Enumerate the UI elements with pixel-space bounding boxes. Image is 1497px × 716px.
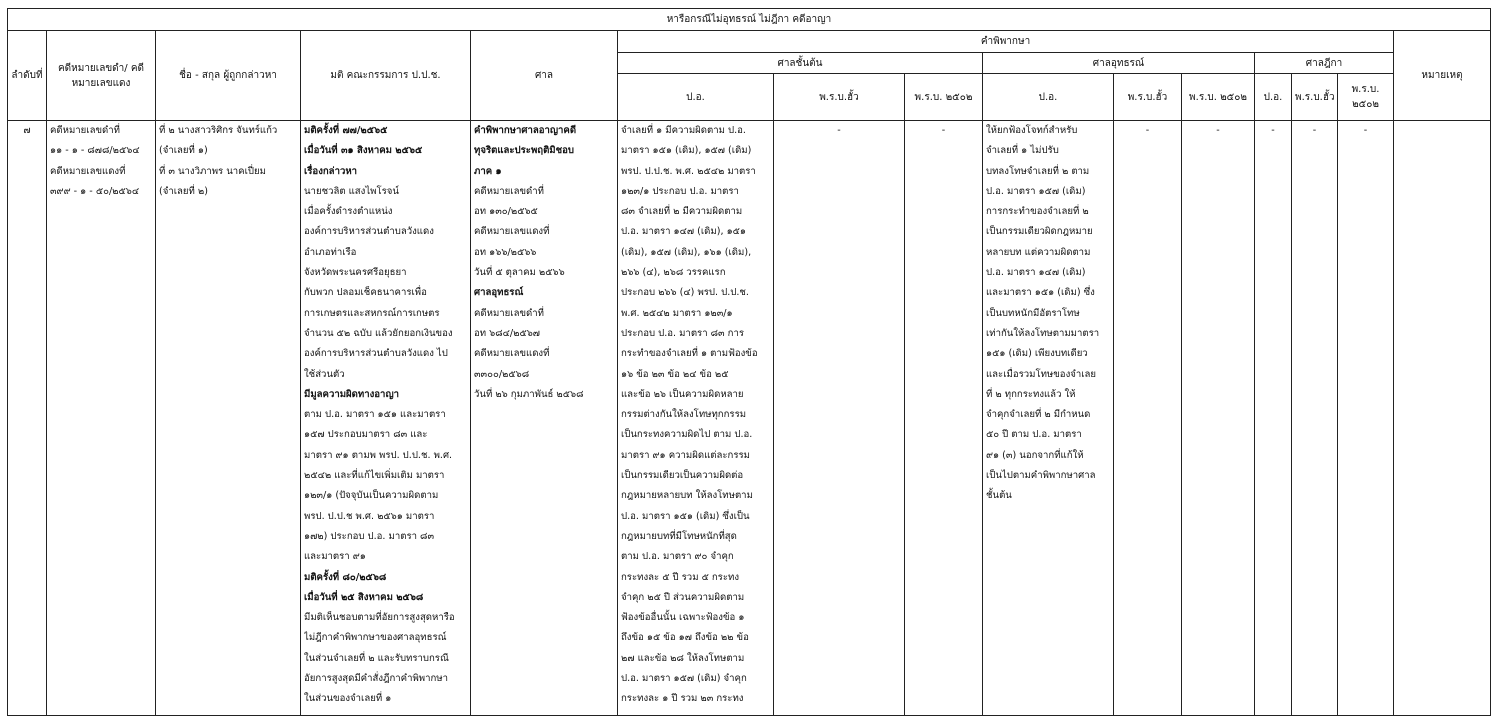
cell-supreme-po: -	[1255, 121, 1292, 716]
text-line: มีมติเห็นชอบตามที่อัยการสูงสุดหารือ	[304, 612, 455, 624]
header-name: ชื่อ - สกุล ผู้ถูกกล่าวหา	[156, 31, 301, 121]
text-line: กระทงละ ๕ ปี รวม ๕ กระทง	[621, 571, 740, 583]
header-appeal-2502: พ.ร.บ. ๒๕๐๒	[1182, 74, 1255, 121]
text-line: ตาม ป.อ. มาตรา ๑๕๑ และมาตรา	[304, 409, 446, 421]
text-line: เรื่องกล่าวหา	[304, 165, 358, 177]
text-line: เมื่อวันที่ ๒๕ สิงหาคม ๒๕๖๘	[304, 591, 424, 603]
text-line: เท่ากันให้ลงโทษตามมาตรา	[986, 327, 1100, 339]
cell-first-hua: -	[774, 121, 905, 716]
text-line: อท ๑๓๐/๒๕๖๕	[474, 206, 538, 218]
text-line: มติครั้งที่ ๗๗/๒๕๖๕	[304, 125, 388, 136]
text-line: ๑๒๓/๑ ประกอบ ป.อ. มาตรา	[621, 185, 739, 197]
text-line: ศาลอุทธรณ์	[474, 287, 524, 299]
cell-name	[156, 121, 301, 716]
text-line: พรป. ป.ป.ช. พ.ศ. ๒๕๔๒ มาตรา	[621, 165, 756, 177]
text-line: คดีหมายเลขแดงที่	[474, 348, 550, 360]
text-line: จำเลยที่ ๑ มีความผิดตาม ป.อ.	[621, 125, 746, 136]
text-line: มีมูลความผิดทางอาญา	[304, 388, 400, 400]
text-line: กระทำของจำเลยที่ ๑ ตามฟ้องข้อ	[621, 348, 758, 360]
text-line: ๕๐ ปี ตาม ป.อ. มาตรา	[986, 429, 1082, 441]
text-line: จังหวัดพระนครศรีอยุธยา	[304, 267, 407, 279]
text-line: วันที่ ๕ ตุลาคม ๒๕๖๖	[474, 267, 565, 279]
text-line: เป็นกรรมเดียวเป็นความผิดต่อ	[621, 470, 744, 482]
text-line: จำเลยที่ ๑ ไม่ปรับ	[986, 145, 1059, 157]
text-line: เป็นกระทงความผิดไป ตาม ป.อ.	[621, 429, 753, 441]
text-line: มาตรา ๙๑ ตามพ พรป. ป.ป.ช. พ.ศ.	[304, 449, 453, 461]
header-first-po: ป.อ.	[618, 74, 774, 121]
text-line: กับพวก ปลอมเช็คธนาคารเพื่อ	[304, 287, 427, 299]
text-line: กฎหมายบทที่มีโทษหนักที่สุด	[621, 530, 737, 542]
text-line: (เดิม), ๑๕๗ (เดิม), ๑๖๑ (เดิม),	[621, 246, 752, 258]
text-line: มติครั้งที่ ๘๐/๒๕๖๘	[304, 571, 387, 583]
text-line: ตาม ป.อ. มาตรา ๙๐ จำคุก	[621, 551, 734, 563]
text-line: และมาตรา ๙๑	[304, 551, 366, 563]
text-line: พ.ศ. ๒๕๔๒ มาตรา ๑๒๓/๑	[621, 307, 733, 319]
cell-appeal-po	[983, 121, 1114, 716]
text-line: และข้อ ๒๖ เป็นความผิดหลาย	[621, 388, 744, 400]
text-line: คำพิพากษาศาลอาญาคดี	[474, 125, 577, 136]
table-row	[8, 121, 1491, 716]
cell-court	[471, 121, 618, 716]
text-line: ใช้ส่วนตัว	[304, 368, 345, 380]
header-supreme-2502: พ.ร.บ. ๒๕๐๒	[1338, 74, 1394, 121]
cell-first-2502: -	[905, 121, 983, 716]
text-line: จำนวน ๕๒ ฉบับ แล้วยักยอกเงินของ	[304, 327, 453, 339]
text-line: กระทงละ ๑ ปี รวม ๒๓ กระทง	[621, 693, 744, 705]
text-line: นายชวลิต แสงไพโรจน์	[304, 185, 399, 197]
text-line: ๒๗ และข้อ ๒๘ ให้ลงโทษตาม	[621, 652, 745, 664]
text-line: ที่ ๒ นางสาวริศิกร จันทร์แก้ว	[159, 125, 278, 136]
text-line: ป.อ. มาตรา ๑๕๗ (เดิม)	[986, 185, 1086, 197]
text-line: ๑๕๑ (เดิม) เพียงบทเดียว	[986, 348, 1088, 360]
text-line: ชั้นต้น	[986, 490, 1012, 502]
text-line: ที่ ๓ นางวิภาพร นาคเปี่ยม	[159, 165, 266, 177]
text-line: ป.อ. มาตรา ๑๕๗ (เดิม) จำคุก	[621, 673, 747, 685]
cell-supreme-hua: -	[1292, 121, 1338, 716]
text-line: ๑๖ ข้อ ๒๓ ข้อ ๒๔ ข้อ ๒๕	[621, 368, 729, 380]
cell-first-po	[618, 121, 774, 716]
text-line: องค์การบริหารส่วนตำบลวังแดง	[304, 226, 434, 238]
header-resolution: มติ คณะกรรมการ ป.ป.ช.	[301, 31, 471, 121]
text-line: พรป. ป.ป.ช พ.ศ. ๒๕๖๑ มาตรา	[304, 510, 435, 522]
text-line: การกระทำของจำเลยที่ ๒	[986, 206, 1089, 218]
text-line: องค์การบริหารส่วนตำบลวังแดง ไป	[304, 348, 448, 360]
header-case: คดีหมายเลขดำ/ คดีหมายเลขแดง	[47, 31, 156, 121]
text-line: ภาค ๑	[474, 165, 502, 177]
header-supreme-court: ศาลฎีกา	[1255, 53, 1394, 74]
text-line: มาตรา ๑๕๑ (เดิม), ๑๕๗ (เดิม)	[621, 145, 752, 157]
header-supreme-po: ป.อ.	[1255, 74, 1292, 121]
text-line: ป.อ. มาตรา ๑๔๗ (เดิม), ๑๕๑	[621, 226, 747, 238]
text-line: ให้ยกฟ้องโจทก์สำหรับ	[986, 125, 1078, 136]
cell-supreme-2502: -	[1338, 121, 1394, 716]
text-line: คดีหมายเลขแดงที่	[474, 226, 550, 238]
cell-appeal-hua: -	[1114, 121, 1182, 716]
text-line: ในส่วนของจำเลยที่ ๑	[304, 693, 392, 705]
case-table	[7, 8, 1491, 716]
text-line: จำคุก ๒๕ ปี ส่วนความผิดตาม	[621, 591, 745, 603]
text-line: (จำเลยที่ ๑)	[159, 145, 208, 157]
text-line: บทลงโทษจำเลยที่ ๒ ตาม	[986, 165, 1090, 177]
text-line: อท ๖๘๔/๒๕๖๗	[474, 327, 541, 339]
text-line: ๓๙๙ - ๑ - ๕๐/๒๕๖๔	[50, 185, 140, 197]
text-line: หลายบท แต่ความผิดตาม	[986, 246, 1091, 258]
text-line: ๑๕๗ ประกอบมาตรา ๘๓ และ	[304, 429, 428, 441]
text-line: ฟ้องข้ออื่นนั้น เฉพาะฟ้องข้อ ๑	[621, 612, 745, 624]
text-line: ๒๖๖ (๔), ๒๖๘ วรรคแรก	[621, 267, 726, 279]
text-line: และเมื่อรวมโทษของจำเลย	[986, 368, 1097, 380]
text-line: คดีหมายเลขดำที่	[474, 185, 544, 197]
header-verdict: คำพิพากษา	[618, 31, 1394, 53]
text-line: ถึงข้อ ๑๕ ข้อ ๑๗ ถึงข้อ ๒๒ ข้อ	[621, 632, 749, 644]
header-first-court: ศาลชั้นต้น	[618, 53, 983, 74]
header-first-2502: พ.ร.บ. ๒๕๐๒	[905, 74, 983, 121]
text-line: ๑๗๒) ประกอบ ป.อ. มาตรา ๘๓	[304, 530, 435, 542]
text-line: คดีหมายเลขแดงที่	[50, 165, 126, 177]
cell-resolution	[301, 121, 471, 716]
text-line: ป.อ. มาตรา ๑๔๗ (เดิม)	[986, 267, 1086, 279]
text-line: (จำเลยที่ ๒)	[159, 185, 208, 197]
text-line: เมื่อครั้งดำรงตำแหน่ง	[304, 206, 393, 218]
text-line: ในส่วนจำเลยที่ ๒ และรับทราบกรณี	[304, 652, 449, 664]
header-supreme-hua: พ.ร.บ.ฮั้ว	[1292, 74, 1338, 121]
header-appeal-court: ศาลอุทธรณ์	[983, 53, 1255, 74]
text-line: กฎหมายหลายบท ให้ลงโทษตาม	[621, 490, 753, 502]
text-line: จำคุกจำเลยที่ ๒ มีกำหนด	[986, 409, 1091, 421]
header-appeal-hua: พ.ร.บ.ฮั้ว	[1114, 74, 1182, 121]
text-line: ๘๓ จำเลยที่ ๒ มีความผิดตาม	[621, 206, 743, 218]
cell-no: ๗	[8, 121, 47, 716]
text-line: ที่ ๒ ทุกกระทงแล้ว ให้	[986, 388, 1076, 400]
text-line: ๓๓๐๐/๒๕๖๘	[474, 368, 530, 380]
text-line: เป็นบทหนักมีอัตราโทษ	[986, 307, 1080, 319]
text-line: กรรมต่างกันให้ลงโทษทุกกรรม	[621, 409, 747, 421]
text-line: ประกอบ ป.อ. มาตรา ๘๓ การ	[621, 327, 744, 339]
text-line: อท ๑๖๖/๒๕๖๖	[474, 246, 537, 258]
text-line: ไม่ฎีกาคำพิพากษาของศาลอุทธรณ์	[304, 632, 447, 644]
text-line: การเกษตรและสหกรณ์การเกษตร	[304, 307, 440, 319]
text-line: เมื่อวันที่ ๓๑ สิงหาคม ๒๕๖๕	[304, 145, 423, 157]
text-line: ทุจริตและประพฤติมิชอบ	[474, 145, 574, 157]
text-line: ประกอบ ๒๖๖ (๔) พรป. ป.ป.ช.	[621, 287, 749, 299]
text-line: วันที่ ๒๖ กุมภาพันธ์ ๒๕๖๘	[474, 388, 584, 400]
text-line: มาตรา ๙๑ ความผิดแต่ละกรรม	[621, 449, 750, 461]
text-line: คดีหมายเลขดำที่	[474, 307, 544, 319]
header-court: ศาล	[471, 31, 618, 121]
cell-case	[47, 121, 156, 716]
text-line: ๑๑ - ๑ - ๘๗๘/๒๕๖๔	[50, 145, 140, 157]
text-line: ป.อ. มาตรา ๑๕๑ (เดิม) ซึ่งเป็น	[621, 510, 750, 522]
header-appeal-po: ป.อ.	[983, 74, 1114, 121]
text-line: คดีหมายเลขดำที่	[50, 125, 120, 136]
text-line: เป็นไปตามคำพิพากษาศาล	[986, 470, 1096, 482]
text-line: ๑๒๓/๑ (ปัจจุบันเป็นความผิดตาม	[304, 490, 439, 502]
text-line: ๒๕๔๒ และที่แก้ไขเพิ่มเติม มาตรา	[304, 470, 445, 482]
cell-appeal-2502: -	[1182, 121, 1255, 716]
header-first-hua: พ.ร.บ.ฮั้ว	[774, 74, 905, 121]
table-title: หารือกรณีไม่อุทธรณ์ ไม่ฎีกา คดีอาญา	[8, 9, 1491, 31]
text-line: เป็นกรรมเดียวผิดกฎหมาย	[986, 226, 1093, 238]
cell-remark	[1394, 121, 1491, 716]
text-line: ๙๑ (๓) นอกจากที่แก้ให้	[986, 449, 1084, 461]
text-line: และมาตรา ๑๕๑ (เดิม) ซึ่ง	[986, 287, 1095, 299]
text-line: อัยการสูงสุดมีคำสั่งฎีกาคำพิพากษา	[304, 673, 449, 685]
text-line: อำเภอท่าเรือ	[304, 246, 357, 258]
header-remark: หมายเหตุ	[1394, 31, 1491, 121]
header-no: ลำดับที่	[8, 31, 47, 121]
